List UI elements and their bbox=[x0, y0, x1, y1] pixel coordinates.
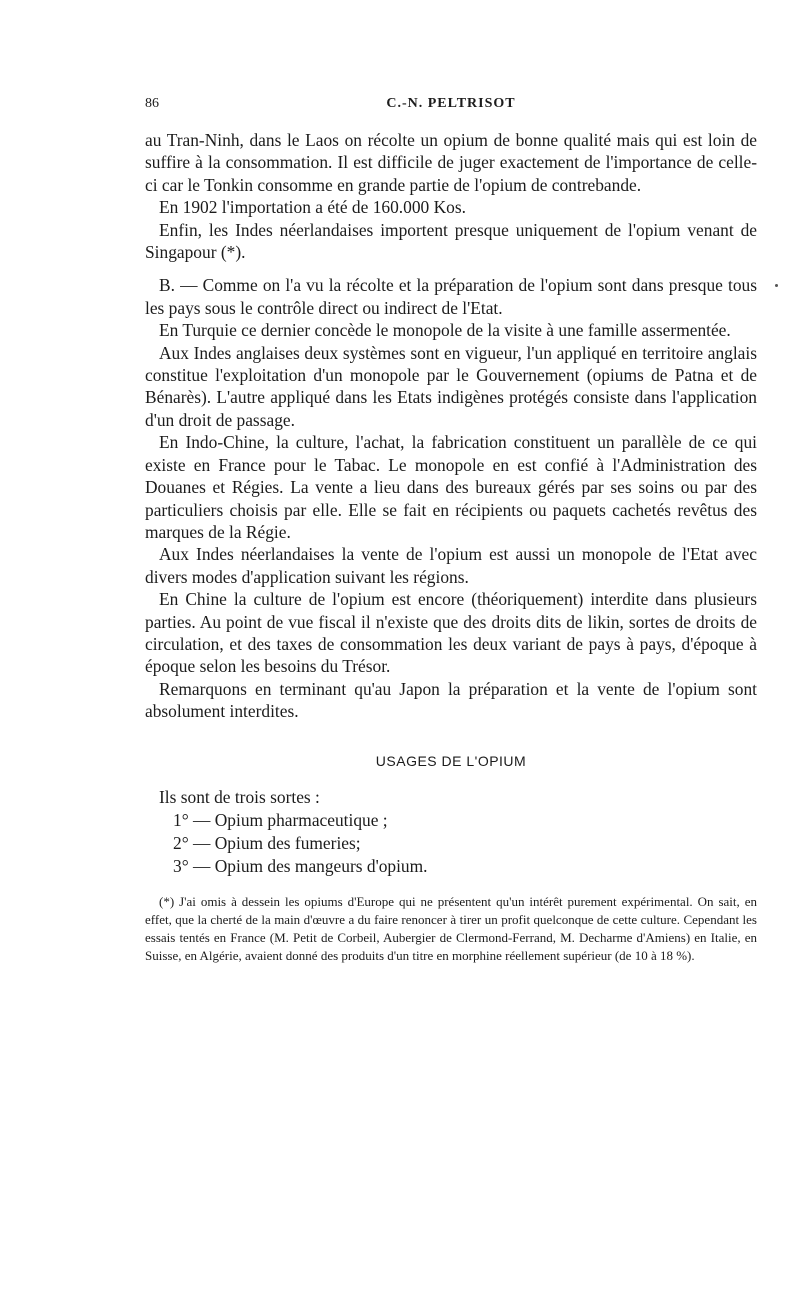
section-title: USAGES DE L'OPIUM bbox=[375, 752, 527, 769]
list-item: 2° — Opium des fumeries; bbox=[173, 832, 361, 853]
list-item: 1° — Opium pharmaceutique ; bbox=[173, 809, 388, 830]
ink-speck bbox=[775, 284, 778, 287]
paragraph: Aux Indes anglaises deux systèmes sont en vigueur, l'un appliqué en territoire anglais constitue l'exploitation d'un monopole par le Gouvernement (opiums de Patna et de Bénarès). L'autre appliqué dans les Etats indigènes protégés consiste dans l'application d'un droit de passage. bbox=[145, 342, 757, 430]
page-header bbox=[145, 96, 757, 120]
paragraph: Remarquons en terminant qu'au Japon la préparation et la vente de l'opium sont absolument interdites. bbox=[145, 678, 757, 722]
list-item: 3° — Opium des mangeurs d'opium. bbox=[173, 855, 428, 876]
paragraph: au Tran-Ninh, dans le Laos on récolte un opium de bonne qualité mais qui est loin de suffire à la consommation. Il est difficile de juger exactement de l'importance de celle-ci car le Tonkin consomme en grande partie de l'opium de contrebande. bbox=[145, 130, 757, 195]
main-text bbox=[145, 129, 757, 723]
paragraph: En Turquie ce dernier concède le monopole de la visite à une famille assermentée. bbox=[159, 320, 731, 341]
usage-list bbox=[145, 786, 757, 878]
page-number: 86 bbox=[145, 96, 159, 111]
footnote-text: (*) J'ai omis à dessein les opiums d'Europe qui ne présentent qu'un intérêt purement expérimental. On sait, en effet, que la cherté de la main d'œuvre a du faire renoncer à tirer un profit quelconque de cette culture. Cependant les essais tentés en France (M. Petit de Corbeil, Aubergier de Clermond-Ferrand, M. Decharme d'Amiens) en Italie, en Suisse, en Algérie, avaient donné des produits d'un titre en morphine réellement supérieur (de 10 à 18 %). bbox=[145, 893, 757, 963]
paragraph: B. — Comme on l'a vu la récolte et la préparation de l'opium sont dans presque tous les pays sous le contrôle direct ou indirect de l'Etat. bbox=[145, 275, 757, 318]
paragraph: Enfin, les Indes néerlandaises importent presque uniquement de l'opium venant de Singapour (*). bbox=[145, 219, 757, 263]
paragraph: En 1902 l'importation a été de 160.000 Kos. bbox=[159, 197, 466, 218]
paragraph: En Chine la culture de l'opium est encore (théoriquement) interdite dans plusieurs parties. Au point de vue fiscal il n'existe que des droits dits de likin, sortes de droits de circulation, et des taxes de consommation les deux variant de pays à pays, d'époque à époque selon les besoins du Trésor. bbox=[145, 589, 757, 677]
list-intro: Ils sont de trois sortes : bbox=[159, 786, 320, 807]
paragraph: En Indo-Chine, la culture, l'achat, la fabrication constituent un parallèle de ce qui existe en France pour le Tabac. Le monopole en est confié à l'Administration des Douanes et Régies. La vente a lieu dans des bureaux gérés par ses soins ou par des particuliers choisis par elle. Elle se fait en récipients ou paquets cachetés revêtus des marques de la Régie. bbox=[145, 432, 757, 542]
paragraph: Aux Indes néerlandaises la vente de l'opium est aussi un monopole de l'Etat avec divers modes d'application suivant les régions. bbox=[145, 544, 757, 587]
footnote bbox=[145, 893, 757, 965]
book-page bbox=[145, 96, 757, 965]
running-head: C.-N. PELTRISOT bbox=[386, 96, 516, 111]
